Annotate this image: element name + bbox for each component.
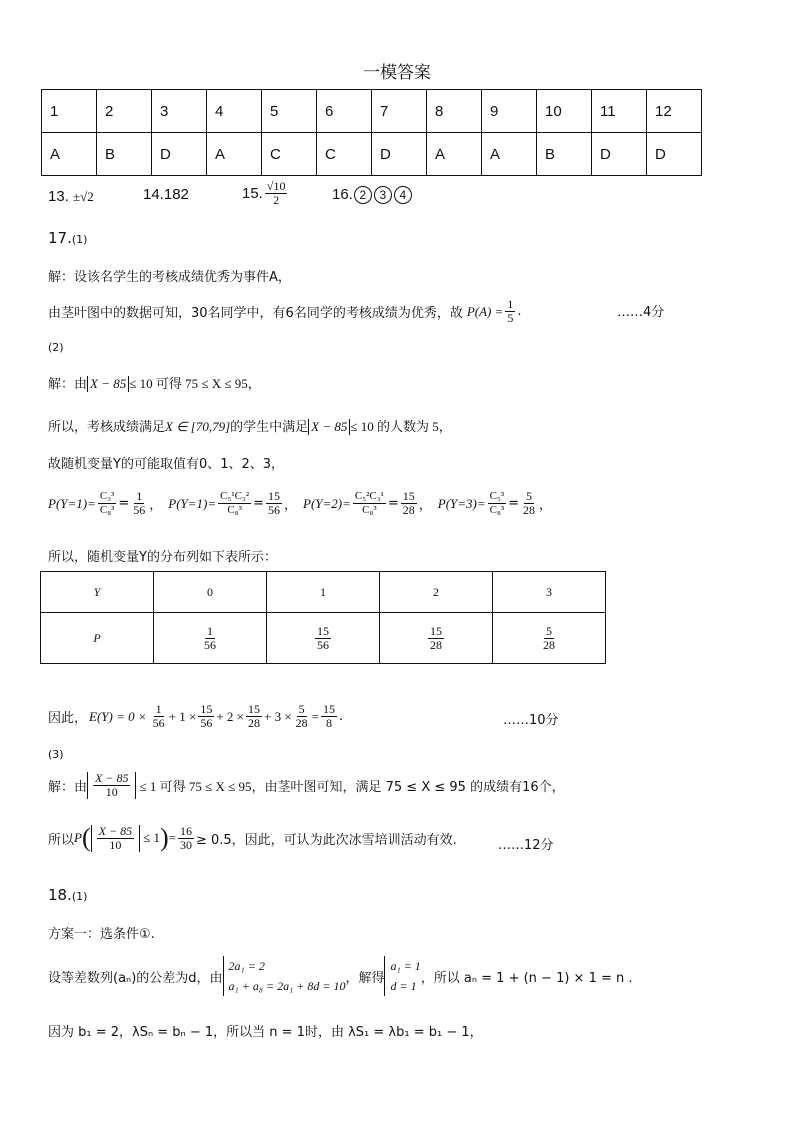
answer-letter-cell: A (482, 133, 537, 176)
q17-line-2-expr: P(A) = (466, 303, 504, 319)
probability-expr: P(Y=3)= $\frac{\text{C₅³}}{\text{C₈³}}$ = $\frac{5}{28}$ ， (437, 489, 553, 517)
fill-in-16 (332, 186, 413, 204)
denominator: 10 (105, 785, 118, 799)
operator: + 2 × (216, 708, 244, 724)
text: ，所以 aₙ = 1 + (n − 1) × 1 = n . (420, 970, 633, 986)
equation: a₁ = 1 (390, 959, 421, 973)
answer-number-cell: 5 (262, 90, 317, 133)
table-cell: 3 (493, 572, 606, 613)
q15-label: 15. (242, 185, 263, 202)
text: 的学生中满足 (230, 420, 309, 435)
text: ≤ 1 可得 75 ≤ X ≤ 95 (139, 779, 252, 794)
text: 解：由 (48, 780, 88, 795)
denominator: 30 (179, 837, 192, 852)
operator: = (311, 708, 319, 724)
numerator: C₅¹C₃² (220, 490, 250, 502)
score-marker: ……10分 (503, 713, 559, 728)
denominator: C₈³ (362, 504, 377, 516)
answer-letter-cell: C (317, 133, 372, 176)
fill-in-14: 14.182 (143, 186, 189, 203)
answer-letter-cell: B (537, 133, 592, 176)
answer-letter-cell: A (427, 133, 482, 176)
absolute-value (91, 825, 140, 852)
numerator: 1 (136, 489, 143, 503)
answer-number-cell: 6 (317, 90, 372, 133)
denominator: 28 (430, 637, 442, 652)
numerator: 1 (207, 623, 213, 638)
fill-in-15 (242, 180, 289, 207)
numerator: C₅³ (489, 490, 505, 502)
q15-denominator: 2 (273, 193, 280, 207)
table-cell (154, 613, 267, 664)
numerator: 5 (298, 702, 305, 716)
probability-expr: P(Y=1)= $\frac{\text{C₅¹C₃²}}{\text{C₈³}}$ = $\frac{15}{56}$ ， (168, 489, 298, 517)
q17-number: 17. (48, 229, 72, 247)
q17-line-3 (48, 373, 261, 392)
answer-letter-cell: D (592, 133, 647, 176)
lhs: P(Y=1)= (48, 495, 96, 511)
answer-letter-cell: D (647, 133, 702, 176)
q18-heading (48, 885, 87, 904)
denominator: C₈³ (99, 504, 115, 516)
answer-number-cell: 4 (207, 90, 262, 133)
circled-number: 4 (394, 186, 412, 204)
answer-letter-cell: A (207, 133, 262, 176)
answer-letter-cell: C (262, 133, 317, 176)
text: ，由茎叶图可知，满足 75 ≤ X ≤ 95 的成绩有16个， (251, 780, 565, 795)
numerator: 15 (430, 623, 442, 638)
q17-probabilities (48, 490, 552, 517)
q13-value: ±√2 (73, 189, 94, 204)
denominator: 56 (152, 716, 165, 730)
q17-line-6: 所以，随机变量Y的分布列如下表所示： (48, 550, 277, 565)
denominator: 28 (247, 716, 260, 730)
denominator: C₈³ (227, 504, 242, 516)
answer-number-cell: 12 (647, 90, 702, 133)
denominator: 28 (295, 716, 308, 730)
interval: X ∈ [70,79] (165, 419, 231, 434)
answer-letter-row (42, 133, 702, 176)
numerator: C₃³ (99, 490, 115, 502)
numerator: 15 (317, 623, 329, 638)
denominator: 56 (268, 503, 281, 517)
q18-line-3: 因为 b₁ = 2，λSₙ = bₙ − 1，所以当 n = 1时，由 λS₁ = λb₁ = b₁ − 1， (48, 1025, 483, 1040)
denominator: 28 (543, 637, 555, 652)
prob-symbol: P (74, 830, 82, 845)
q17-part2-label: (2) (48, 341, 64, 354)
probability-expr: P(Y=2)= $\frac{\text{C₅²C₃¹}}{\text{C₈³}}$ = $\frac{15}{28}$ ， (303, 489, 432, 517)
answer-table (41, 89, 702, 176)
denominator: 5 (507, 311, 514, 325)
q16-label: 16. (332, 186, 353, 203)
operator: + 1 × (168, 708, 197, 724)
lhs: E(Y) = 0 × (89, 708, 147, 724)
text: 因此， (48, 711, 88, 726)
table-cell (267, 613, 380, 664)
page-title: 一模答案 (363, 63, 431, 83)
equation: a₁ + a₈ = 2a₁ + 8d = 10 (228, 979, 346, 993)
q17-part1-label: (1) (71, 233, 88, 246)
lhs: P(Y=2)= (303, 495, 351, 511)
answer-number-cell: 2 (97, 90, 152, 133)
answer-number-cell: 1 (42, 90, 97, 133)
q17-line-8 (48, 772, 565, 799)
probability-expr: P(Y=1)= $\frac{\text{C₃³}}{\text{C₈³}}$ = $\frac{1}{56}$ ， (48, 489, 163, 517)
denominator: 56 (204, 637, 216, 652)
q15-numerator: √10 (266, 179, 286, 193)
absolute-value (87, 772, 136, 799)
absolute-value: X − 85 (87, 376, 129, 392)
text: 所以 (48, 832, 75, 848)
q18-part1-label: (1) (71, 890, 88, 903)
q17-line-1: 解：设该名学生的考核成绩优秀为事件A， (48, 270, 291, 285)
text: ，解得 (345, 970, 385, 986)
text: ≤ 10 可得 75 ≤ X ≤ 95， (129, 376, 261, 391)
q17-line-9: 所以 P ( $\frac{X - 85}{10}$ ≤ 1 ) = $\frac{16}{30}$ ≥ 0.5，因此，可认为此次冰雪培训活动有效. (48, 823, 457, 852)
q17-line-2: 由茎叶图中的数据可知，30名同学中，有6名同学的考核成绩为优秀，故 P(A) = $\frac{1}{5}$ . (48, 297, 522, 325)
q17-part3-label: (3) (48, 748, 64, 761)
answer-number-cell: 9 (482, 90, 537, 133)
text: ≥ 0.5，因此，可认为此次冰雪培训活动有效. (195, 832, 457, 848)
answer-number-cell: 11 (592, 90, 647, 133)
numerator: 1 (155, 702, 162, 716)
numerator: 5 (546, 623, 552, 638)
text: 所以，考核成绩满足 (48, 420, 166, 435)
denominator: 10 (109, 837, 122, 852)
text: ≤ 1 (143, 830, 160, 845)
lhs: P(Y=1)= (168, 495, 217, 511)
equation: d = 1 (390, 979, 417, 993)
fill-in-13 (48, 188, 94, 205)
q18-line-2 (48, 956, 633, 996)
row-label: P (41, 613, 154, 664)
q17-expectation: 因此， E(Y) = 0 × $\frac{1}{56}$ + 1 × $\frac{15}{56}$ + 2 × $\frac{15}{28}$ + 3 × $\frac{5}{28}$ = $\frac{15}{8}$ . (48, 702, 344, 730)
denominator: 28 (523, 503, 536, 517)
numerator: 1 (507, 297, 514, 311)
absolute-value: X − 85 (308, 419, 350, 435)
denominator: 56 (200, 716, 213, 730)
q17-line-2-text: 由茎叶图中的数据可知，30名同学中，有6名同学的考核成绩为优秀，故 (48, 306, 463, 321)
denominator: 28 (402, 503, 415, 517)
score-marker: ……4分 (617, 305, 665, 320)
q18-line-1: 方案一：选条件①. (48, 927, 155, 942)
answer-number-row (42, 90, 702, 133)
score-marker: ……12分 (498, 838, 554, 853)
distribution-row-y (41, 572, 606, 613)
distribution-table (40, 571, 606, 664)
q13-label: 13. (48, 188, 69, 205)
text: 设等差数列(aₙ)的公差为d，由 (48, 970, 223, 986)
numerator: 15 (247, 702, 260, 716)
numerator: 15 (323, 702, 335, 716)
q15-fraction (265, 180, 288, 207)
row-label: Y (41, 572, 154, 613)
numerator: 15 (402, 489, 415, 503)
answer-letter-cell: D (372, 133, 427, 176)
text: 解：由 (48, 377, 88, 392)
answer-number-cell: 8 (427, 90, 482, 133)
q17-line-5: 故随机变量Y的可能取值有0、1、2、3， (48, 457, 285, 472)
table-cell: 1 (267, 572, 380, 613)
q18-number: 18. (48, 886, 72, 904)
circled-number: 3 (374, 186, 392, 204)
numerator: X − 85 (95, 771, 129, 785)
lhs: P(Y=3)= (437, 495, 486, 511)
circled-number: 2 (354, 186, 372, 204)
q17-line-4 (48, 416, 452, 435)
denominator: 56 (133, 503, 146, 517)
q17-line-2-fraction (505, 298, 515, 325)
numerator: X − 85 (98, 823, 133, 838)
numerator: 15 (268, 489, 281, 503)
q17-heading (48, 228, 87, 247)
table-cell (493, 613, 606, 664)
equation-system (223, 956, 346, 996)
text: ≤ 10 的人数为 5， (350, 419, 452, 434)
answer-number-cell: 7 (372, 90, 427, 133)
denominator: 56 (317, 637, 329, 652)
table-cell: 2 (380, 572, 493, 613)
operator: + 3 × (263, 708, 292, 724)
numerator: 15 (200, 702, 213, 716)
answer-number-cell: 10 (537, 90, 592, 133)
equation: 2a₁ = 2 (228, 959, 265, 973)
answer-letter-cell: A (42, 133, 97, 176)
numerator: 5 (526, 489, 533, 503)
denominator: 8 (326, 716, 332, 730)
numerator: C₅²C₃¹ (354, 490, 384, 502)
numerator: 16 (179, 823, 192, 838)
equation-system (384, 956, 420, 996)
denominator: C₈³ (489, 504, 505, 516)
answer-number-cell: 3 (152, 90, 207, 133)
table-cell (380, 613, 493, 664)
table-cell: 0 (154, 572, 267, 613)
answer-letter-cell: B (97, 133, 152, 176)
distribution-row-p (41, 613, 606, 664)
answer-letter-cell: D (152, 133, 207, 176)
